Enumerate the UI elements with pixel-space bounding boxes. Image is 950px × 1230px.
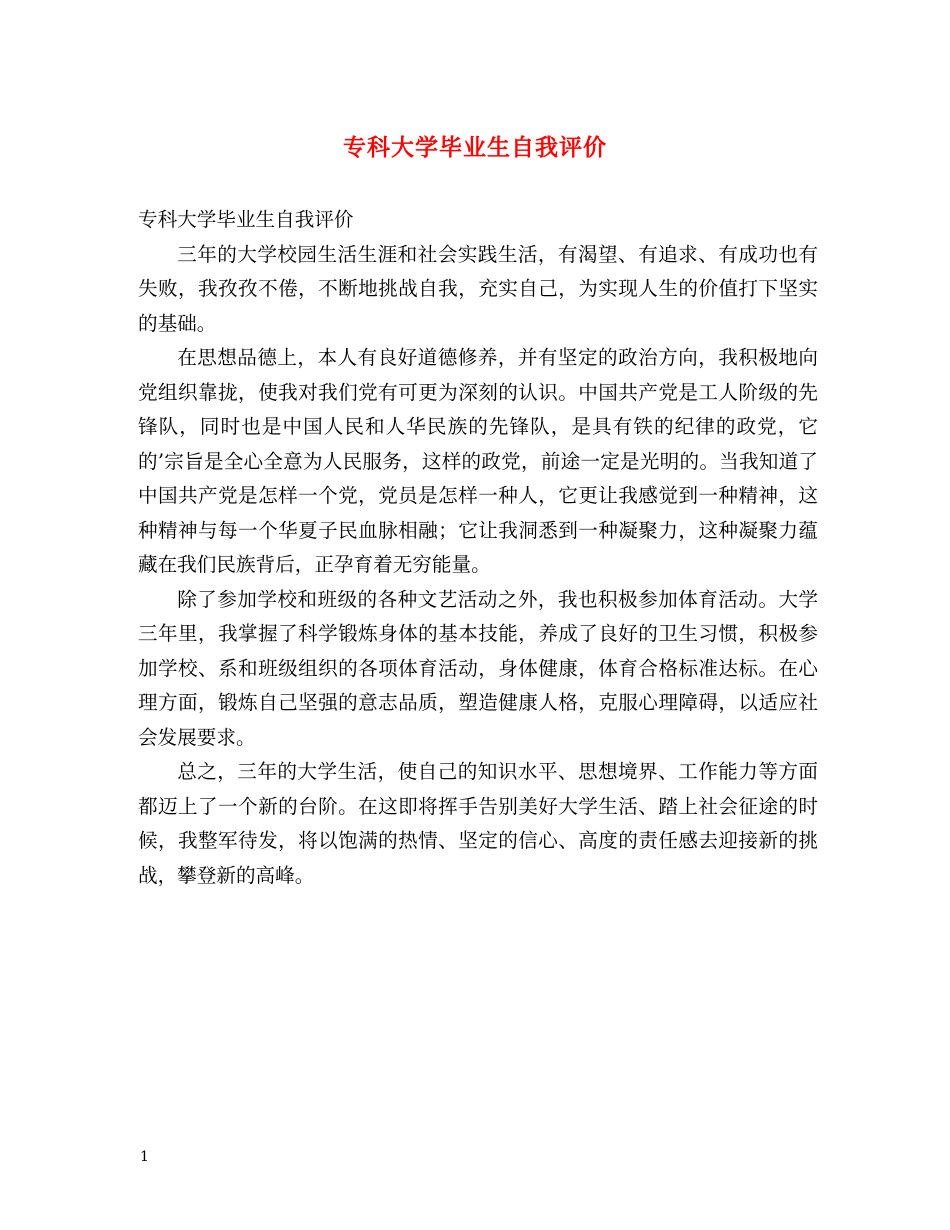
paragraph-intro: 三年的大学校园生活生涯和社会实践生活，有渴望、有追求、有成功也有失败，我孜孜不倦，不断地挑战自我，充实自己，为实现人生的价值打下坚实的基础。 <box>138 242 818 335</box>
document-title: 专科大学毕业生自我评价 <box>343 134 607 161</box>
paragraph-ideology: 在思想品德上，本人有良好道德修养，并有坚定的政治方向，我积极地向党组织靠拢，使我对我们党有可更为深刻的认识。中国共产党是工人阶级的先锋队，同时也是中国人民和人华民族的先锋队，是具有铁的纪律的政党，它的’宗旨是全心全意为人民服务，这样的政党，前途一定是光明的。当我知道了中国共产党是怎样一个党，党员是怎样一种人，它更让我感觉到一种精神，这种精神与每一个华夏子民血脉相融；它让我洞悉到一种凝聚力，这种凝聚力蕴藏在我们民族背后，正孕育着无穷能量。 <box>138 346 818 576</box>
paragraph-sports: 除了参加学校和班级的各种文艺活动之外，我也积极参加体育活动。大学三年里，我掌握了科学锻炼身体的基本技能，养成了良好的卫生习惯，积极参加学校、系和班级组织的各项体育活动，身体健康，体育合格标准达标。在心理方面，锻炼自己坚强的意志品质，塑造健康人格，克服心理障碍，以适应社会发展要求。 <box>138 587 818 749</box>
paragraph-conclusion: 总之，三年的大学生活，使自己的知识水平、思想境界、工作能力等方面都迈上了一个新的台阶。在这即将挥手告别美好大学生活、踏上社会征途的时候，我整军待发，将以饱满的热情、坚定的信心、高度的责任感去迎接新的挑战，攀登新的高峰。 <box>138 760 818 887</box>
document-subtitle: 专科大学毕业生自我评价 <box>138 208 354 231</box>
document-body <box>138 203 818 893</box>
page-number: 1 <box>140 1149 149 1165</box>
